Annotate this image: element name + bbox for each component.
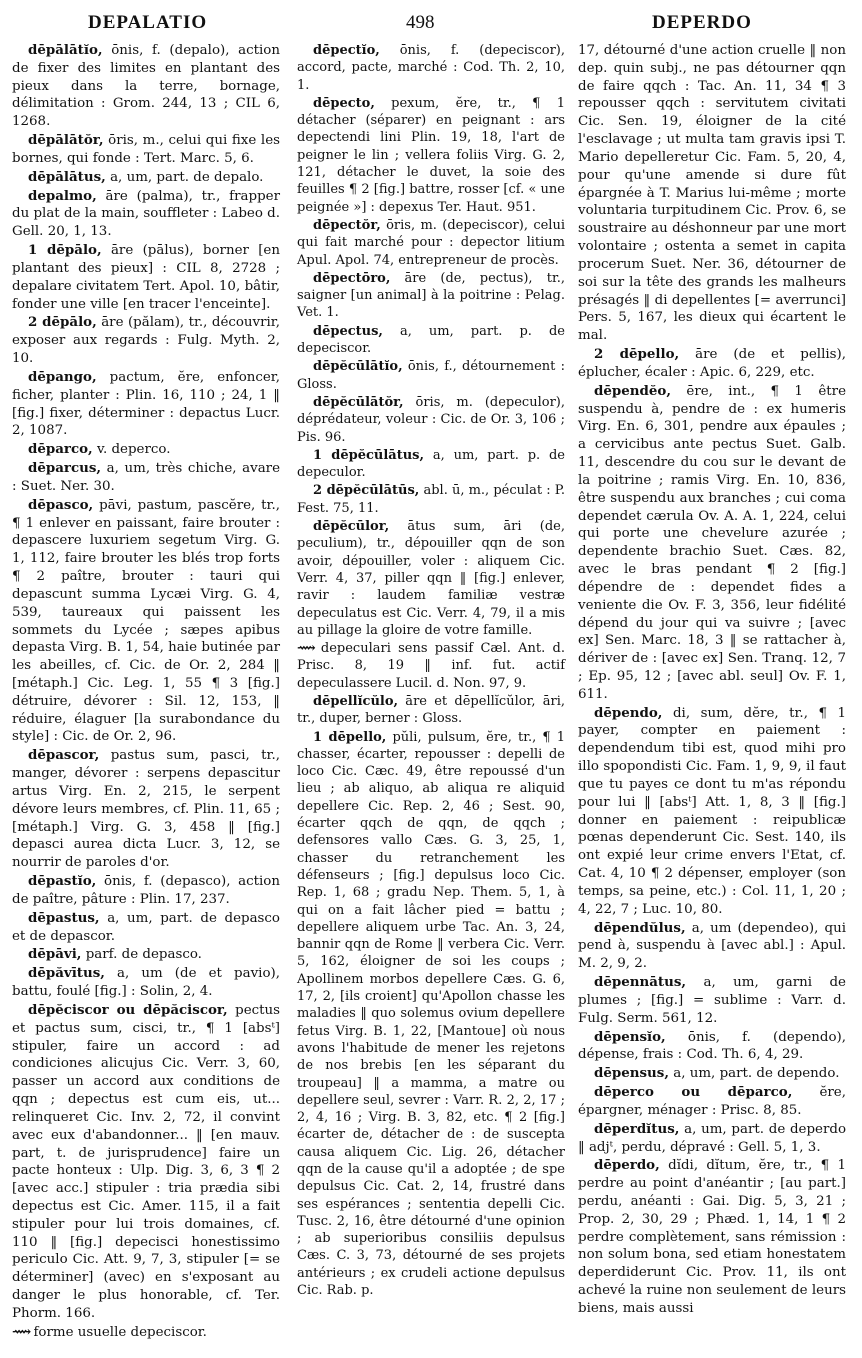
entry-definition: ōnis, f. (dependo), dépense, frais : Cod. Th. 6, 4, 29. xyxy=(578,1029,846,1063)
dictionary-entry xyxy=(297,640,565,692)
entry-headword: 2 dēpĕcūlātūs, xyxy=(313,483,420,499)
entry-headword: dēpālātŏr, xyxy=(28,132,104,149)
entry-definition: ōris, m. (depeculor), déprédateur, voleur : Cic. de Or. 3, 106 ; Pis. 96. xyxy=(297,394,565,445)
entry-headword: dēpensus, xyxy=(594,1065,669,1082)
entry-headword: dēpĕciscor ou dēpăciscor, xyxy=(28,1001,228,1018)
entry-definition: a, um, part. p. de depeciscor. xyxy=(297,323,565,357)
entry-definition: ātus sum, āri (de, peculium), tr., dépouiller qqn de son avoir, dépouiller, voler : aliquem Cic. Verr. 4, 37, piller qqn ‖ [fig.] enlever, ravir : laudem familiæ vestræ depeculatus est Cic. Verr. 4, 79, il a mis au pillage la gloire de votre famille. xyxy=(297,519,565,638)
entry-headword: dēpĕcūlātŏr, xyxy=(313,394,404,410)
entry-headword: dēpăvītus, xyxy=(28,965,105,982)
dictionary-entry xyxy=(12,497,280,747)
entry-definition: a, um, très chiche, avare : Suet. Ner. 30. xyxy=(12,461,280,494)
entry-headword: 1 dēpālo, xyxy=(28,242,102,259)
entry-definition: ōris, m., celui qui fixe les bornes, qui fonde : Tert. Marc. 5, 6. xyxy=(12,133,280,166)
dictionary-entry xyxy=(12,910,280,946)
entry-definition: āre (pālus), borner [en plantant des pieux] : CIL 8, 2728 ; depalare civitatem Tert. Apol. 10, bâtir, fonder une ville [en tracer l'enceinte]. xyxy=(12,243,280,312)
dictionary-entry xyxy=(578,1029,846,1065)
entry-headword: 1 dēpĕcūlātus, xyxy=(313,447,425,463)
dictionary-entry xyxy=(297,323,565,358)
entry-definition: a, um, part. de dependo. xyxy=(668,1066,840,1082)
entry-headword: dēparco, xyxy=(28,441,93,458)
entry-headword: dēparcus, xyxy=(28,460,102,477)
entry-headword: 2 dēpello, xyxy=(594,346,680,363)
entry-definition: ĕre, épargner, ménager : Prisc. 8, 85. xyxy=(578,1085,846,1118)
entry-headword: dēpectus, xyxy=(313,323,383,339)
entry-headword: dēpendŭlus, xyxy=(594,919,686,936)
dictionary-entry xyxy=(297,217,565,269)
entry-headword: 1 dēpello, xyxy=(313,729,387,745)
entry-headword: dēperdĭtus, xyxy=(594,1120,680,1137)
entry-headword: dēpāvi, xyxy=(28,946,82,963)
entry-headword: dēpastĭo, xyxy=(28,873,97,890)
entry-definition: forme usuelle depeciscor. xyxy=(29,1324,207,1340)
dictionary-entry xyxy=(297,394,565,446)
dictionary-entry xyxy=(297,693,565,728)
dictionary-entry xyxy=(297,482,565,517)
entry-definition: pactum, ĕre, enfoncer, ficher, planter : Plin. 16, 110 ; 24, 1 ‖ [fig.] fixer, déterminer : depactus Lucr. 2, 1087. xyxy=(12,369,280,439)
entry-definition: a, um (dependeo), qui pend à, suspendu à [avec abl.] : Apul. M. 2, 9, 2. xyxy=(578,920,846,972)
entry-definition: āre (de, pectus), tr., saigner [un animal] à la poitrine : Pelag. Vet. 1. xyxy=(297,270,565,321)
dictionary-entry xyxy=(12,460,280,496)
entry-definition: āre (de et pellis), éplucher, écaler : Apic. 6, 229, etc. xyxy=(578,347,846,380)
entry-headword: dēpellĭcŭlo, xyxy=(313,693,399,709)
entry-headword: dēpectŏr, xyxy=(313,217,381,233)
column-3 xyxy=(578,42,846,1319)
dictionary-entry xyxy=(297,447,565,482)
dictionary-entry xyxy=(12,242,280,313)
entry-headword: dēpectōro, xyxy=(313,270,391,286)
entry-headword: dēpectĭo, xyxy=(313,43,380,58)
entry-headword: dēpecto, xyxy=(313,95,375,111)
entry-definition: v. deperco. xyxy=(92,442,171,458)
dictionary-entry xyxy=(12,873,280,909)
entry-definition: ōris, m. (depeciscor), celui qui fait marché pour : depector litium Apul. Apol. 74, entrepreneur de procès. xyxy=(297,217,565,268)
entry-headword: dēpennātus, xyxy=(594,974,687,991)
entry-definition: pexum, ĕre, tr., ¶ 1 détacher (séparer) en peignant : ars depectendi lini Plin. 19, 18, l'art de peigner le lin ; vellera foliis Virg. G. 2, 121, détacher le duvet, la soie des feuilles ¶ 2 [fig.] battre, rosser [cf. « une peignée »] : depexus Ter. Haut. 951. xyxy=(297,95,565,215)
dictionary-entry xyxy=(578,920,846,973)
note-arrow-icon: ⟿ xyxy=(297,641,314,657)
dictionary-entry xyxy=(578,383,846,704)
entry-definition: pāvi, pastum, pascĕre, tr., ¶ 1 enlever en paissant, faire brouter : depascere luxuriem segetum Virg. G. 1, 112, faire brouter les blés trop forts ¶ 2 paître, brouter : tauri qui depascunt summa Lycæi Virg. G. 4, 539, taureaux qui paissent les sommets du Lycée ; sæpes apibus depasta Virg. B. 1, 54, haie butinée par les abeilles, cf. Cic. de Or. 2, 284 ‖ [métaph.] Cic. Leg. 1, 55 ¶ 3 [fig.] détruire, dévorer : Sil. 12, 153, ‖ réduire, élaguer [la surabondance du style] : Cic. de Or. 2, 96. xyxy=(12,497,280,745)
entry-headword: dēpango, xyxy=(28,368,97,385)
dictionary-entry xyxy=(12,314,280,367)
entry-headword: dēpendĕo, xyxy=(594,382,671,399)
dictionary-entry xyxy=(12,42,280,131)
entry-headword: dēperco ou dēparco, xyxy=(594,1084,793,1101)
entry-headword: dēpasco, xyxy=(28,496,94,513)
entry-headword: dēpascor, xyxy=(28,747,100,764)
dictionary-entry xyxy=(12,188,280,241)
entry-headword: 2 dēpālo, xyxy=(28,314,97,331)
entry-definition: parf. de depasco. xyxy=(81,947,202,963)
entry-definition: a, um, part. de depasco et de depascor. xyxy=(12,910,280,944)
entry-definition: abl. ū, m., péculat : P. Fest. 75, 11. xyxy=(297,483,566,516)
entry-headword: dēperdo, xyxy=(594,1157,660,1174)
entry-headword: dēpensĭo, xyxy=(594,1028,666,1045)
entry-headword: dēpastus, xyxy=(28,909,100,926)
entry-headword: depalmo, xyxy=(28,187,97,204)
entry-definition: ōnis, f. (depasco), action de paître, pâture : Plin. 17, 237. xyxy=(12,874,280,907)
entry-definition: di, sum, dĕre, tr., ¶ 1 payer, compter en paiement : dependendum tibi est, quod mihi pro illo spopondisti Cic. Fam. 1, 9, 9, il faut que tu payes ce dont tu m'as répondu pour lui ‖ [absᵗ] Att. 1, 8, 3 ‖ [fig.] donner en paiement : reipublicæ pœnas dependerunt Cic. Sest. 140, ils ont expié leur crime envers l'Etat, cf. Cat. 4, 10 ¶ 2 dépenser, employer (son temps, sa peine, etc.) : Col. 11, 1, 20 ; 4, 22, 7 ; Luc. 10, 80. xyxy=(578,705,846,917)
entry-definition: pŭli, pulsum, ĕre, tr., ¶ 1 chasser, écarter, repousser : depelli de loco Cic. Cæc. 49, être repoussé d'un lieu ; ab aliquo, ab aliqua re aliquid depellere Cic. Rep. 2, 46 ; Sest. 90, écarter qqch de qqn, de qqch ; defensores vallo Cæs. G. 3, 25, 1, chasser du retranchement les défenseurs ; [fig.] depulsus loco Cic. Rep. 1, 68 ; gradu Nep. Them. 5, 1, à qui on a fait lâcher pied = battu ; depellere aliquem urbe Tac. An. 3, 24, bannir qqn de Rome ‖ verbera Cic. Verr. 5, 162, éloigner de soi les coups ; Apollinem morbos depellere Cæs. G. 6, 17, 2, [ils croient] qu'Apollon chasse les maladies ‖ quo solemus ovium depellere fetus Virg. B. 1, 22, [Mantoue] où nous avons l'habitude de mener les rejetons de nos brebis [en les séparant du troupeau] ‖ a mamma, a matre ou depellere seul, sevrer : Varr. R. 2, 2, 17 ; 2, 4, 16 ; Virg. B. 3, 82, etc. ¶ 2 [fig.] écarter de, détacher de : de suscepta causa aliquem Cic. Lig. 26, détacher qqn de la cause qu'il a adoptée ; de spe depulsus Cic. Cat. 2, 14, frustré dans ses espérances ; sententia depelli Cic. Tusc. 2, 16, être détourné d'une opinion ; ab superioribus consiliis depulsus Cæs. C. 3, 73, détourné de ses projets antérieurs ; ex crudeli actione depulsus Cic. Rab. p. xyxy=(297,729,565,1299)
column-1 xyxy=(12,42,280,1343)
dictionary-entry xyxy=(297,42,565,94)
running-header xyxy=(0,0,862,44)
dictionary-entry xyxy=(578,705,846,919)
entry-definition: a, um, garni de plumes ; [fig.] = sublime : Varr. d. Fulg. Serm. 561, 12. xyxy=(578,975,846,1026)
dictionary-entry xyxy=(12,965,280,1001)
entry-headword: dēpālātĭo, xyxy=(28,42,103,58)
entry-headword: dēpĕcūlātĭo, xyxy=(313,359,403,375)
entry-definition: ēre, int., ¶ 1 être suspendu à, pendre de : ex humeris Virg. En. 6, 301, pendre aux épaules ; a cervicibus ante pectus Suet. Galb. 11, descendre du cou sur le devant de la poitrine ; ramis Virg. En. 10, 836, être suspendu aux branches ; cui coma dependet cærula Ov. A. A. 1, 224, celui qui porte une chevelure azurée ; dependente brachio Suet. Cæs. 82, avec le bras pendant ¶ 2 [fig.] dépendre de : dependet fides a veniente die Ov. F. 3, 356, leur fidélité dépend du jour qui va suivre ; [avec ex] Sen. Marc. 18, 3 ‖ se rattacher à, dériver de : [avec ex] Sen. Tranq. 12, 7 ; Ep. 95, 12 ; [avec abl. seul] Ov. F. 1, 611. xyxy=(578,383,846,702)
dictionary-entry xyxy=(578,974,846,1027)
dictionary-entry xyxy=(12,169,280,187)
entry-definition: ōnis, f., détournement : Gloss. xyxy=(297,359,565,392)
entry-definition: ōnis, f. (depeciscor), accord, pacte, marché : Cod. Th. 2, 10, 1. xyxy=(297,43,565,93)
dictionary-entry xyxy=(578,1157,846,1317)
dictionary-entry xyxy=(297,729,565,1300)
entry-definition: pastus sum, pasci, tr., manger, dévorer : serpens depascitur artus Virg. En. 2, 215, le serpent dévore leurs membres, cf. Plin. 11, 65 ; [métaph.] Virg. G. 3, 458 ‖ [fig.] depasci aurea dicta Lucr. 3, 12, se nourrir de paroles d'or. xyxy=(12,748,280,871)
dictionary-entry xyxy=(297,358,565,393)
page-number: 498 xyxy=(406,12,435,33)
dictionary-entry xyxy=(12,747,280,872)
dictionary-entry xyxy=(12,1324,280,1342)
entry-definition: pectus et pactus sum, cisci, tr., ¶ 1 [absᵗ] stipuler, faire un accord : ad condiciones alicujus Cic. Verr. 3, 60, passer un accord aux conditions de qqn ; depectus est cum eis, ut... relinqueret Cic. Inv. 2, 72, il convint avec eux d'abandonner... ‖ [en mauv. part, t. de jurisprudence] faire un pacte honteux : Ulp. Dig. 3, 6, 3 ¶ 2 [avec acc.] stipuler : tria prædia sibi depectus est Cic. Amer. 115, il a fait stipuler pour lui trois domaines, cf. 110 ‖ [fig.] depecisci honestissimo periculo Cic. Att. 9, 7, 3, stipuler [= se déterminer] (avec) en s'exposant au danger le plus honorable, cf. Ter. Phorm. 166. xyxy=(12,1002,280,1321)
entry-definition: a, um, part. de deperdo ‖ adjᵗ, perdu, dépravé : Gell. 5, 1, 3. xyxy=(578,1121,846,1155)
entry-definition: a, um, part. de depalo. xyxy=(105,169,264,185)
dictionary-entry xyxy=(578,1121,846,1157)
entry-definition: a, um (de et pavio), battu, foulé [fig.] : Solin, 2, 4. xyxy=(12,966,280,1000)
dictionary-entry xyxy=(297,518,565,639)
entry-definition: 17, détourné d'une action cruelle ‖ non dep. quin subj., ne pas détourner qqn de faire qqch : Tac. An. 11, 34 ¶ 3 repousser qqch : servitutem civitati Cic. Sen. 19, éloigner de la cité l'esclavage ; ut multa tam gravis ipsi T. Mario depelleretur Cic. Fam. 5, 20, 4, pour qu'une amende si dure fût épargnée à T. Marius lui-même ; morte voluntaria turpitudinem Cic. Prov. 6, se soustraire au déshonneur par une mort volontaire ; ostenta a semet in capita procerum Suet. Ner. 36, détourner de soi sur la tête des grands les malheurs présagés ‖ di depellentes [= averrunci] Pers. 5, 167, les dieux qui écartent le mal. xyxy=(578,43,846,344)
dictionary-entry xyxy=(578,1065,846,1083)
entry-definition: āre (palma), tr., frapper du plat de la main, souffleter : Labeo d. Gell. 20, 1, 13. xyxy=(12,188,280,240)
dictionary-entry xyxy=(578,1084,846,1120)
column-2 xyxy=(297,42,565,1300)
note-arrow-icon: ⟿ xyxy=(12,1323,30,1340)
entry-headword: dēpālātus, xyxy=(28,168,106,185)
entry-headword: dēpĕcūlor, xyxy=(313,519,390,535)
dictionary-entry xyxy=(12,441,280,459)
dictionary-entry xyxy=(12,369,280,440)
dictionary-entry xyxy=(297,95,565,216)
dictionary-entry xyxy=(297,270,565,322)
header-right-guideword: DEPERDO xyxy=(652,12,752,33)
entry-definition: āre et dēpellĭcŭlor, āri, tr., duper, berner : Gloss. xyxy=(297,693,565,727)
entry-definition: āre (pălam), tr., découvrir, exposer aux regards : Fulg. Myth. 2, 10. xyxy=(12,315,280,367)
header-left-guideword: DEPALATIO xyxy=(88,12,208,33)
entry-definition: dĭdi, dĭtum, ĕre, tr., ¶ 1 perdre au point d'anéantir ; [au part.] perdu, anéanti : Gai. Dig. 5, 3, 21 ; Prop. 2, 30, 29 ; Phæd. 1, 14, 1 ¶ 2 perdre complètement, sans rémission : non solum bona, sed etiam honestatem deperdiderunt Cic. Prov. 11, ils ont achevé la ruine non seulement de leurs biens, mais aussi xyxy=(578,1158,846,1316)
dictionary-entry xyxy=(12,1002,280,1323)
entry-headword: dēpendo, xyxy=(594,704,663,721)
entry-definition: a, um, part. p. de depeculor. xyxy=(297,447,565,481)
entry-definition: ōnis, f. (depalo), action de fixer des limites en plantant des pieux dans la terre, bornage, délimitation : Grom. 244, 13 ; CIL 6, 1268. xyxy=(12,43,280,130)
dictionary-entry xyxy=(578,42,846,345)
dictionary-entry xyxy=(578,346,846,382)
dictionary-entry xyxy=(12,132,280,168)
entry-definition: depeculari sens passif Cæl. Ant. d. Prisc. 8, 19 ‖ inf. fut. actif depeculassere Lucil. d. Non. 97, 9. xyxy=(297,641,565,691)
dictionary-entry xyxy=(12,946,280,964)
